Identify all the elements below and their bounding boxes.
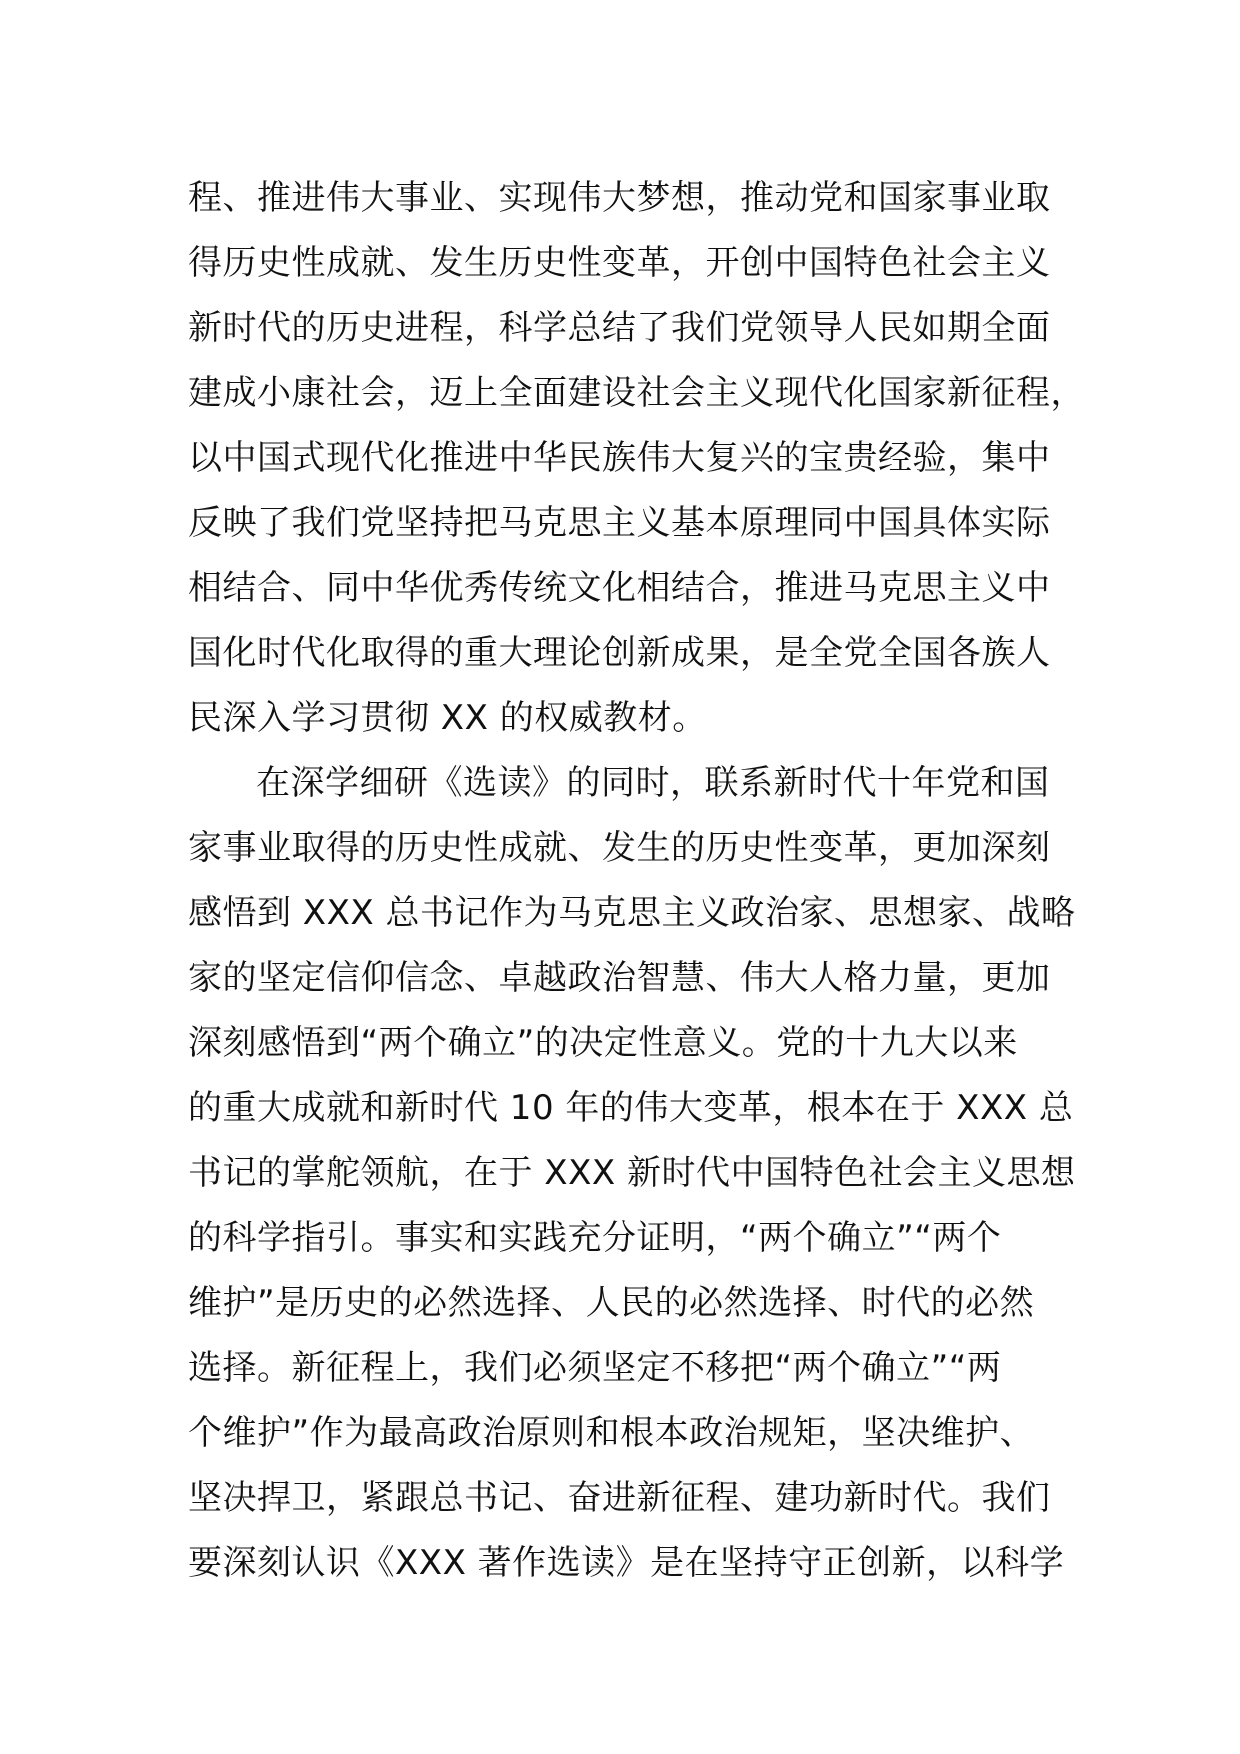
text-line-first-indented: 在深学细研《选读》的同时，联系新时代十年党和国 (256, 763, 1050, 803)
text-line: 建成小康社会，迈上全面建设社会主义现代化国家新征程， (188, 373, 1085, 413)
text-line: 个维护”作为最高政治原则和根本政治规矩，坚决维护、 (188, 1413, 1035, 1453)
text-line: 得历史性成就、发生历史性变革，开创中国特色社会主义 (188, 243, 1051, 283)
text-line: 要深刻认识《XXX 著作选读》是在坚持守正创新，以科学 (188, 1543, 1065, 1583)
text-line: 相结合、同中华优秀传统文化相结合，推进马克思主义中 (188, 568, 1051, 608)
text-line: 反映了我们党坚持把马克思主义基本原理同中国具体实际 (188, 503, 1051, 543)
text-line: 书记的掌舵领航，在于 XXX 新时代中国特色社会主义思想 (188, 1153, 1076, 1193)
text-line: 的重大成就和新时代 10 年的伟大变革，根本在于 XXX 总 (188, 1088, 1074, 1128)
paragraph-2 (188, 751, 1076, 1596)
text-line: 家的坚定信仰信念、卓越政治智慧、伟大人格力量，更加 (188, 958, 1051, 998)
text-line: 家事业取得的历史性成就、发生的历史性变革，更加深刻 (188, 828, 1051, 868)
text-line: 程、推进伟大事业、实现伟大梦想，推动党和国家事业取 (188, 178, 1051, 218)
paragraph-1 (188, 166, 1085, 751)
text-line: 感悟到 XXX 总书记作为马克思主义政治家、思想家、战略 (188, 893, 1076, 933)
text-line: 深刻感悟到“两个确立”的决定性意义。党的十九大以来 (188, 1023, 1018, 1063)
text-line: 民深入学习贯彻 XX 的权威教材。 (188, 698, 707, 738)
body-text (188, 166, 1085, 1596)
text-line: 新时代的历史进程，科学总结了我们党领导人民如期全面 (188, 308, 1051, 348)
text-line: 坚决捍卫，紧跟总书记、奋进新征程、建功新时代。我们 (188, 1478, 1051, 1518)
text-line: 国化时代化取得的重大理论创新成果，是全党全国各族人 (188, 633, 1051, 673)
text-line: 的科学指引。事实和实践充分证明，“两个确立”“两个 (188, 1218, 1002, 1258)
text-line: 以中国式现代化推进中华民族伟大复兴的宝贵经验，集中 (188, 438, 1051, 478)
text-line: 选择。新征程上，我们必须坚定不移把“两个确立”“两 (188, 1348, 1002, 1388)
text-line: 维护”是历史的必然选择、人民的必然选择、时代的必然 (188, 1283, 1035, 1323)
